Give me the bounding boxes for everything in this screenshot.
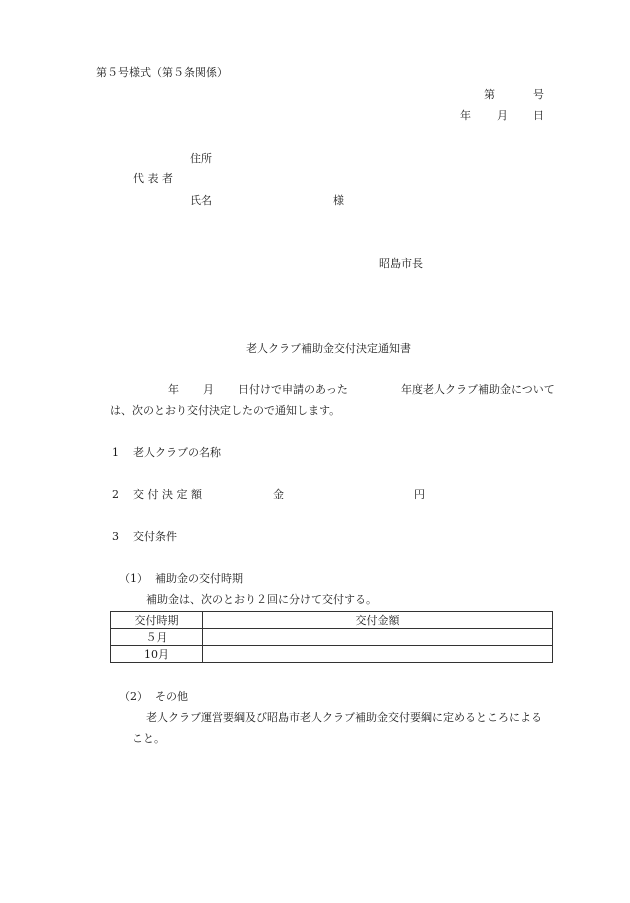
table-header-amount: 交付金額 — [203, 612, 553, 629]
payment-schedule-table — [110, 611, 553, 663]
table-cell-amount — [203, 646, 553, 663]
representative-label: 代 表 者 — [133, 172, 173, 185]
honorific: 様 — [333, 194, 344, 207]
item2-number: 2 — [112, 488, 119, 501]
item3-label: 交付条件 — [133, 530, 177, 543]
date-year: 年 — [460, 109, 471, 122]
table-header-period: 交付時期 — [111, 612, 203, 629]
table-row — [111, 629, 553, 646]
item1-label: 老人クラブの名称 — [133, 446, 221, 459]
table-cell-period: ５月 — [111, 629, 203, 646]
body-fiscal: 年度老人クラブ補助金について — [401, 383, 555, 396]
table-cell-period: 10月 — [111, 646, 203, 663]
condition1-note: 補助金は、次のとおり２回に分けて交付する。 — [146, 593, 377, 606]
item2-label: 交 付 決 定 額 — [133, 488, 202, 501]
body-dated: 日付けで申請のあった — [238, 383, 348, 396]
form-label: 第５号様式（第５条関係） — [96, 66, 228, 79]
name-label: 氏名 — [190, 194, 212, 207]
body-year: 年 — [168, 383, 179, 396]
date-month: 月 — [497, 109, 508, 122]
item2-currency-prefix: 金 — [273, 488, 284, 501]
document-title: 老人クラブ補助金交付決定通知書 — [246, 342, 411, 355]
body-line2: は、次のとおり交付決定したので通知します。 — [110, 404, 341, 417]
table-header-row — [111, 612, 553, 629]
item1-number: 1 — [112, 446, 119, 459]
condition2-heading: その他 — [155, 690, 188, 703]
doc-number-suffix: 号 — [533, 88, 544, 101]
table-row — [111, 646, 553, 663]
condition2-text-line2: こと。 — [132, 732, 165, 745]
item2-currency-unit: 円 — [414, 488, 425, 501]
date-day: 日 — [533, 109, 544, 122]
doc-number-prefix: 第 — [484, 88, 495, 101]
address-label: 住所 — [190, 152, 212, 165]
item3-number: 3 — [112, 530, 119, 543]
body-month: 月 — [203, 383, 214, 396]
condition2-number: （2） — [119, 690, 148, 703]
condition1-heading: 補助金の交付時期 — [155, 572, 243, 585]
table-cell-amount — [203, 629, 553, 646]
condition1-number: （1） — [119, 572, 148, 585]
issuer: 昭島市長 — [379, 257, 423, 270]
condition2-text-line1: 老人クラブ運営要綱及び昭島市老人クラブ補助金交付要綱に定めるところによる — [146, 711, 542, 724]
